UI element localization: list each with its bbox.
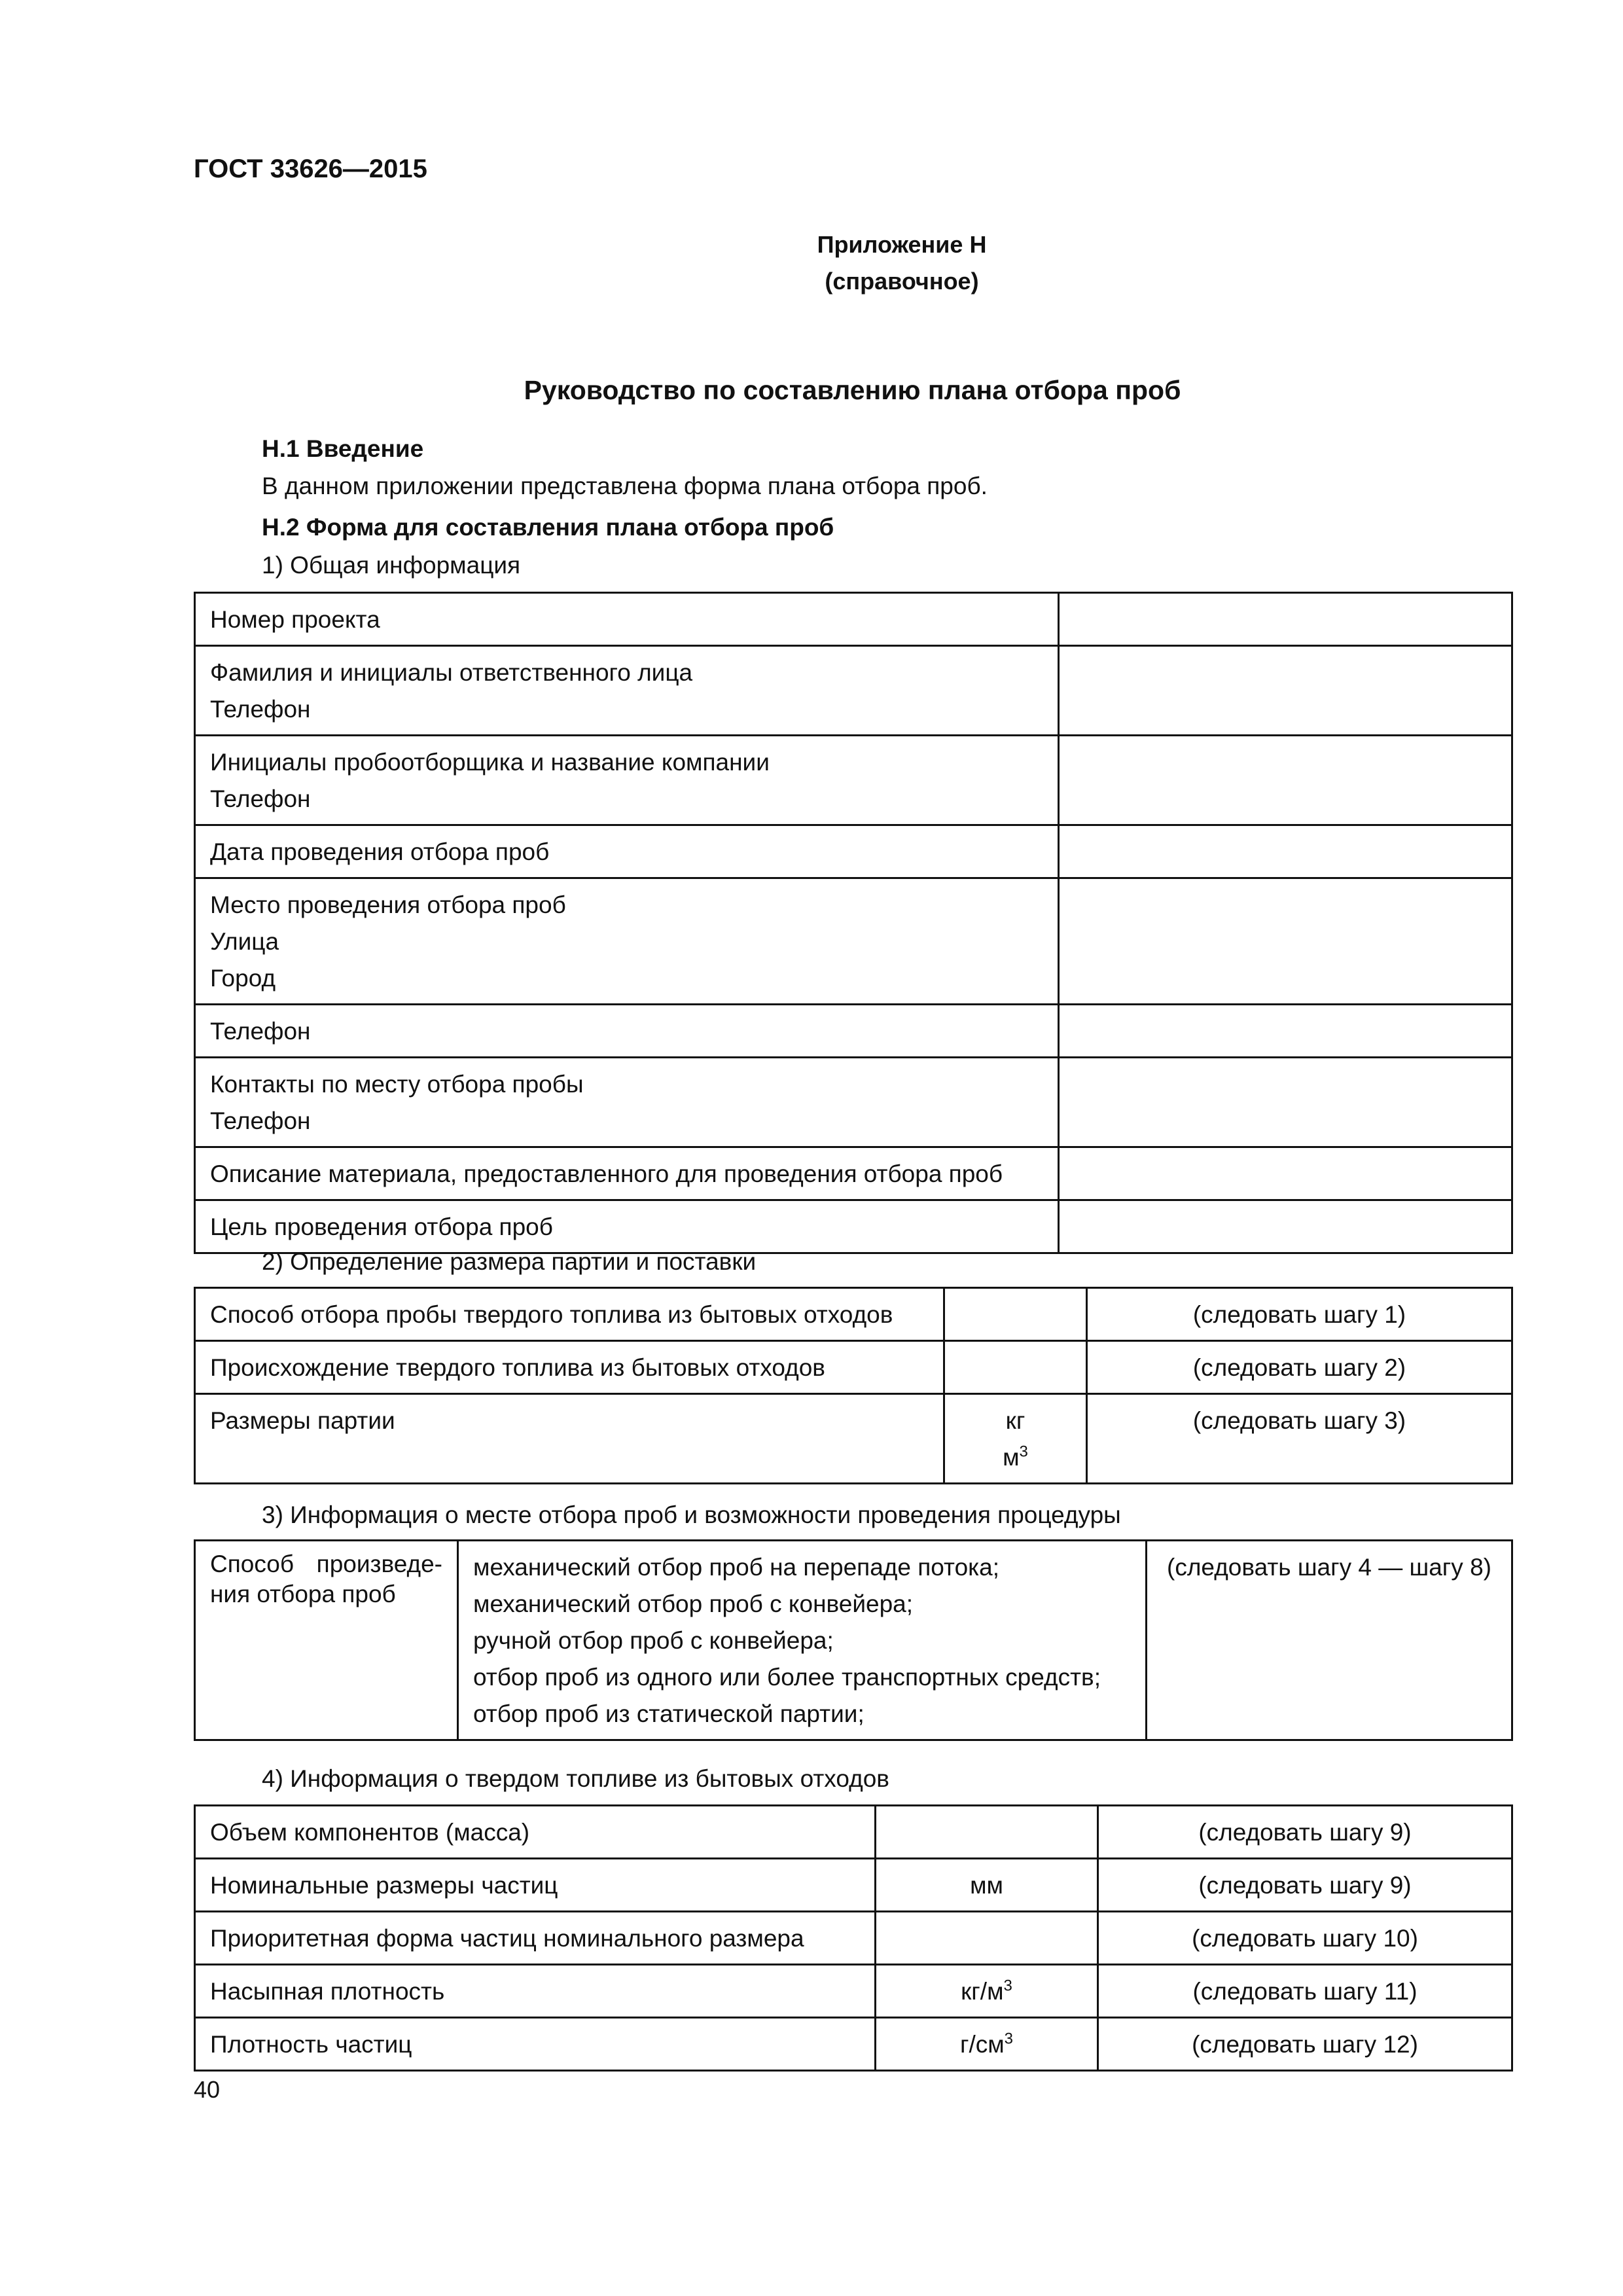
table-cell-value <box>1059 1200 1512 1253</box>
table-cell-step: (следовать шагу 1) <box>1087 1288 1512 1341</box>
table-cell-label: Насыпная плотность <box>195 1965 876 2018</box>
general-info-table <box>194 592 1513 1254</box>
table-cell-label <box>195 1005 1059 1058</box>
table-cell-unit <box>944 1394 1087 1484</box>
table-row <box>195 1806 1512 1859</box>
method-label-line2: ния отбора проб <box>210 1581 396 1607</box>
method-option: отбор проб из одного или более транспортных средств; <box>473 1664 1101 1691</box>
table-cell-value <box>1059 1005 1512 1058</box>
table-cell-label <box>195 593 1059 646</box>
table-row <box>195 736 1512 825</box>
table-cell-options <box>458 1541 1147 1740</box>
method-label-word: произведе- <box>316 1551 442 1577</box>
table-cell-label <box>195 878 1059 1005</box>
table-row <box>195 878 1512 1005</box>
table-cell-step: (следовать шагу 2) <box>1087 1341 1512 1394</box>
page-number: 40 <box>194 2076 221 2103</box>
row-sublabel: Город <box>210 965 276 992</box>
table-cell-label <box>195 1147 1059 1200</box>
appendix-type: (справочное) <box>825 267 979 295</box>
method-label-word: Способ <box>210 1551 294 1577</box>
table-row <box>195 593 1512 646</box>
table-cell-label: Происхождение твердого топлива из бытовых отходов <box>195 1341 944 1394</box>
method-option: механический отбор проб с конвейера; <box>473 1590 914 1617</box>
table-cell-value <box>1059 646 1512 736</box>
unit-base: кг/м <box>961 1978 1004 2005</box>
table-cell-unit <box>944 1288 1087 1341</box>
row-label: Контакты по месту отбора пробы <box>210 1071 584 1098</box>
section2-heading: 2) Определение размера партии и поставки <box>262 1248 757 1275</box>
table-row <box>195 1058 1512 1147</box>
row-label: Дата проведения отбора проб <box>210 838 550 865</box>
table-cell-label <box>195 1058 1059 1147</box>
table-cell-unit <box>876 1912 1098 1965</box>
row-label: Описание материала, предоставленного для проведения отбора проб <box>210 1160 1003 1187</box>
row-sublabel: Телефон <box>210 696 311 723</box>
row-label: Место проведения отбора проб <box>210 891 566 918</box>
table-cell-label: Номинальные размеры частиц <box>195 1859 876 1912</box>
row-sublabel: Телефон <box>210 785 311 812</box>
table-cell-step: (следовать шагу 10) <box>1098 1912 1512 1965</box>
table-cell-step: (следовать шагу 12) <box>1098 2018 1512 2071</box>
unit-mass: кг <box>1005 1407 1026 1434</box>
table-cell-label: Объем компонентов (масса) <box>195 1806 876 1859</box>
method-option: отбор проб из статической партии; <box>473 1700 865 1727</box>
unit-exponent: 3 <box>1004 2030 1014 2048</box>
table-cell-value <box>1059 736 1512 825</box>
row-label: Номер проекта <box>210 606 380 633</box>
table-cell-step: (следовать шагу 4 — шагу 8) <box>1147 1541 1512 1740</box>
table-cell-step: (следовать шагу 3) <box>1087 1394 1512 1484</box>
table-row <box>195 2018 1512 2071</box>
table-cell-step: (следовать шагу 9) <box>1098 1806 1512 1859</box>
intro-heading: Н.1 Введение <box>262 435 424 462</box>
table-cell-label <box>195 1541 458 1740</box>
table-row <box>195 1005 1512 1058</box>
table-row <box>195 1859 1512 1912</box>
section1-heading: 1) Общая информация <box>262 552 521 579</box>
table-cell-label: Плотность частиц <box>195 2018 876 2071</box>
method-option: механический отбор проб на перепаде потока; <box>473 1554 1000 1581</box>
table-cell-unit <box>876 2018 1098 2071</box>
row-label: Фамилия и инициалы ответственного лица <box>210 659 693 686</box>
table-cell-label: Размеры партии <box>195 1394 944 1484</box>
row-sublabel: Телефон <box>210 1107 311 1134</box>
table-cell-step: (следовать шагу 11) <box>1098 1965 1512 2018</box>
table-cell-value <box>1059 825 1512 878</box>
row-sublabel: Улица <box>210 928 279 955</box>
table-cell-label: Способ отбора пробы твердого топлива из бытовых отходов <box>195 1288 944 1341</box>
table-cell-label <box>195 646 1059 736</box>
table-row <box>195 1394 1512 1484</box>
intro-text: В данном приложении представлена форма плана отбора проб. <box>262 473 988 499</box>
batch-size-table <box>194 1287 1513 1484</box>
page-title: Руководство по составлению плана отбора проб <box>524 375 1181 405</box>
unit-volume-exponent: 3 <box>1019 1443 1028 1461</box>
table-cell-step: (следовать шагу 9) <box>1098 1859 1512 1912</box>
appendix-label: Приложение Н <box>817 231 987 258</box>
unit-exponent: 3 <box>1003 1977 1012 1995</box>
table-row <box>195 1341 1512 1394</box>
table-cell-label: Приоритетная форма частиц номинального размера <box>195 1912 876 1965</box>
table-row <box>195 1147 1512 1200</box>
document-code: ГОСТ 33626—2015 <box>194 154 427 183</box>
table-row <box>195 1288 1512 1341</box>
row-label: Инициалы пробоотборщика и название компании <box>210 749 770 776</box>
table-row <box>195 646 1512 736</box>
table-row <box>195 1912 1512 1965</box>
method-option: ручной отбор проб с конвейера; <box>473 1627 834 1654</box>
table-cell-value <box>1059 1147 1512 1200</box>
table-cell-value <box>1059 878 1512 1005</box>
table-cell-label <box>195 825 1059 878</box>
fuel-info-table <box>194 1804 1513 2072</box>
table-cell-value <box>1059 1058 1512 1147</box>
table-cell-label <box>195 736 1059 825</box>
table-cell-unit <box>876 1806 1098 1859</box>
table-cell-unit <box>876 1965 1098 2018</box>
table-cell-unit <box>876 1859 1098 1912</box>
section3-heading: 3) Информация о месте отбора проб и возможности проведения процедуры <box>262 1501 1121 1528</box>
row-label: Телефон <box>210 1018 311 1045</box>
table-row <box>195 1965 1512 2018</box>
unit-base: мм <box>970 1872 1003 1899</box>
table-cell-unit <box>944 1341 1087 1394</box>
unit-volume <box>959 1439 1071 1476</box>
section4-heading: 4) Информация о твердом топливе из бытовых отходов <box>262 1765 889 1792</box>
unit-base: г/см <box>959 2031 1005 2058</box>
method-label-line1 <box>210 1549 442 1579</box>
table-row <box>195 825 1512 878</box>
row-label: Цель проведения отбора проб <box>210 1213 553 1240</box>
table-cell-value <box>1059 593 1512 646</box>
appendix-heading <box>745 226 1059 300</box>
table-row <box>195 1541 1512 1740</box>
unit-volume-base: м <box>1003 1444 1020 1471</box>
form-heading: Н.2 Форма для составления плана отбора проб <box>262 514 834 541</box>
sampling-method-table <box>194 1539 1513 1741</box>
